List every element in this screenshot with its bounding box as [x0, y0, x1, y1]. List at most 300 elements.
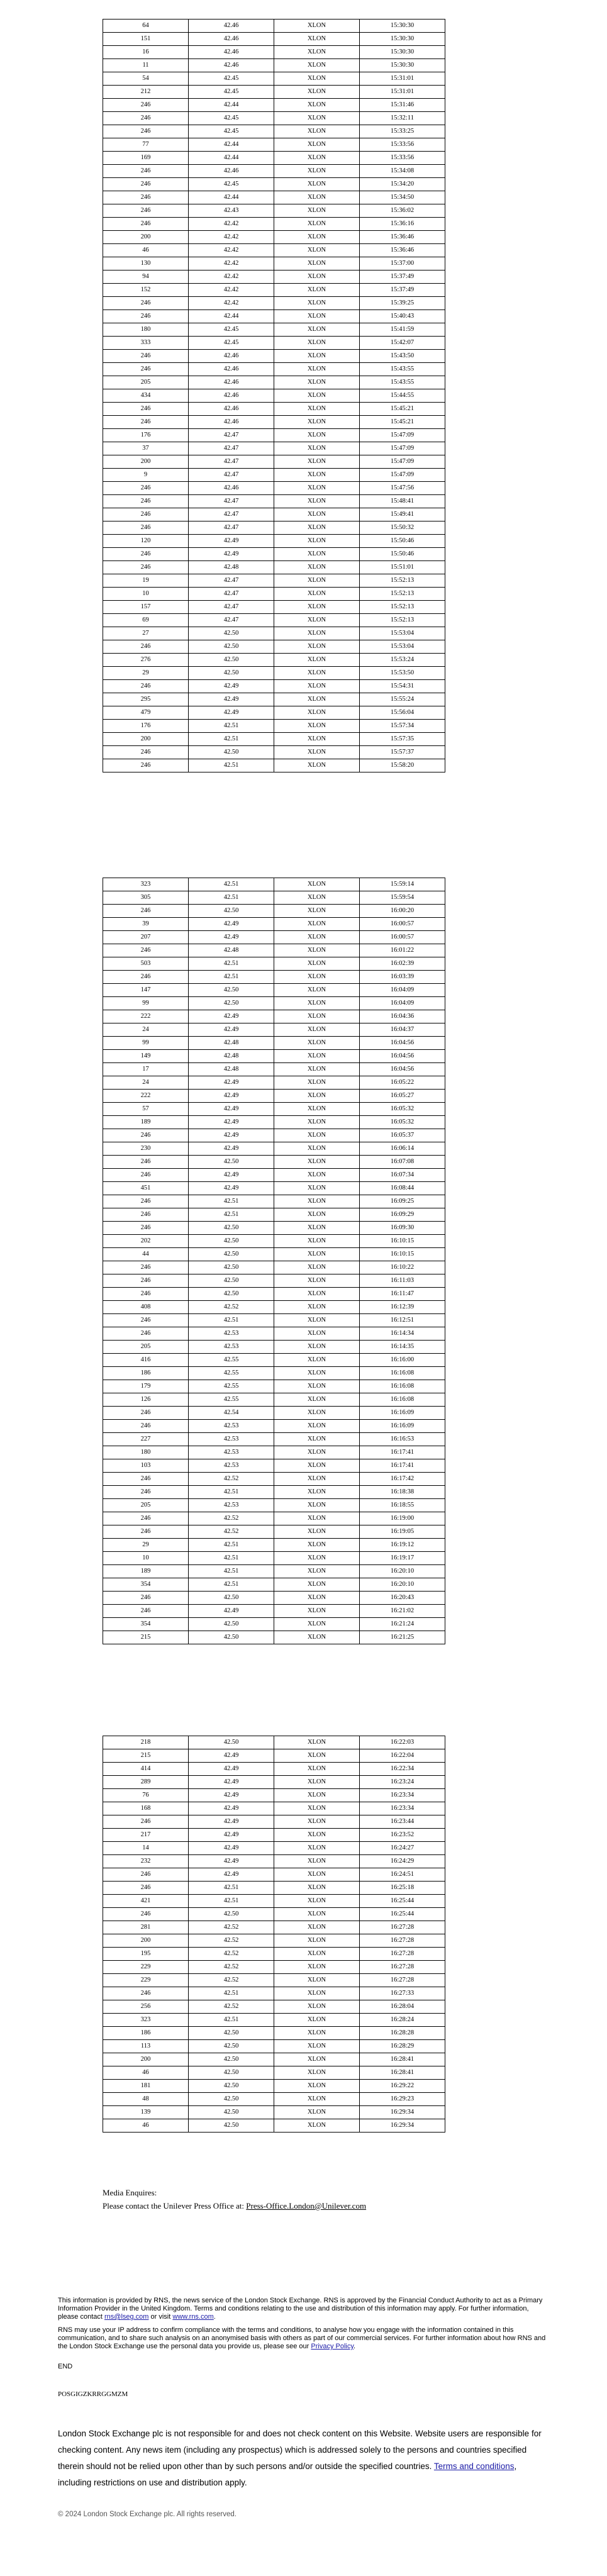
venue-cell: XLON — [274, 86, 360, 99]
volume-cell: 205 — [103, 376, 189, 389]
time-cell: 15:50:46 — [360, 535, 445, 548]
volume-cell: 246 — [103, 99, 189, 112]
table-row — [103, 1631, 445, 1644]
price-cell: 42.53 — [189, 1341, 274, 1354]
table-row — [103, 588, 445, 601]
table-row — [103, 284, 445, 297]
venue-cell: XLON — [274, 1446, 360, 1459]
time-cell: 15:36:46 — [360, 231, 445, 244]
time-cell: 15:58:20 — [360, 759, 445, 772]
venue-cell: XLON — [274, 152, 360, 165]
venue-cell: XLON — [274, 1288, 360, 1301]
time-cell: 15:41:59 — [360, 323, 445, 337]
volume-cell: 120 — [103, 535, 189, 548]
table-row — [103, 971, 445, 984]
time-cell: 15:48:41 — [360, 495, 445, 508]
venue-cell: XLON — [274, 218, 360, 231]
price-cell: 42.49 — [189, 1829, 274, 1842]
price-cell: 42.49 — [189, 1776, 274, 1789]
time-cell: 15:59:14 — [360, 878, 445, 891]
privacy-disclaimer-text-b: . — [354, 2343, 356, 2350]
volume-cell: 205 — [103, 1341, 189, 1354]
lse-notice-text-a: London Stock Exchange plc is not responsible for and does not check content on this Website. Website users are responsible for checking content. Any news item (including any prospectus) which is addressed solely to the persons and countries specified therein should not be relied upon other than by such persons and/or outside the specified countries. — [58, 2429, 542, 2471]
time-cell: 16:05:27 — [360, 1090, 445, 1103]
price-cell: 42.50 — [189, 667, 274, 680]
price-cell: 42.42 — [189, 270, 274, 284]
price-cell: 42.46 — [189, 389, 274, 403]
price-cell: 42.49 — [189, 1076, 274, 1090]
volume-cell: 16 — [103, 46, 189, 59]
price-cell: 42.53 — [189, 1420, 274, 1433]
price-cell: 42.49 — [189, 1842, 274, 1855]
volume-cell: 246 — [103, 191, 189, 204]
price-cell: 42.50 — [189, 1908, 274, 1921]
venue-cell: XLON — [274, 1341, 360, 1354]
venue-cell: XLON — [274, 680, 360, 693]
table-row — [103, 1446, 445, 1459]
venue-cell: XLON — [274, 2093, 360, 2106]
rns-website-link[interactable]: www.rns.com — [172, 2313, 214, 2321]
price-cell: 42.42 — [189, 297, 274, 310]
volume-cell: 232 — [103, 1855, 189, 1868]
rns-disclaimer-text-a: This information is provided by RNS, the news service of the London Stock Exchange. RNS is approved by the Financial Conduct Authority to act as a Primary Information Provider in the United Kingdom. Terms and conditions relating to the use and distribution of this information may apply. For further information, please contact — [58, 2297, 543, 2321]
volume-cell: 289 — [103, 1776, 189, 1789]
volume-cell: 246 — [103, 944, 189, 957]
venue-cell: XLON — [274, 2000, 360, 2014]
volume-cell: 29 — [103, 1539, 189, 1552]
price-cell: 42.55 — [189, 1354, 274, 1367]
venue-cell: XLON — [274, 1592, 360, 1605]
volume-cell: 27 — [103, 627, 189, 640]
time-cell: 15:50:46 — [360, 548, 445, 561]
venue-cell: XLON — [274, 2014, 360, 2027]
venue-cell: XLON — [274, 1934, 360, 1948]
volume-cell: 139 — [103, 2106, 189, 2119]
time-cell: 15:53:24 — [360, 654, 445, 667]
venue-cell: XLON — [274, 1802, 360, 1815]
volume-cell: 202 — [103, 1235, 189, 1248]
time-cell: 16:16:09 — [360, 1407, 445, 1420]
venue-cell: XLON — [274, 1182, 360, 1195]
volume-cell: 179 — [103, 1380, 189, 1393]
time-cell: 16:22:34 — [360, 1763, 445, 1776]
volume-cell: 246 — [103, 1261, 189, 1274]
time-cell: 16:09:29 — [360, 1208, 445, 1222]
venue-cell: XLON — [274, 231, 360, 244]
price-cell: 42.47 — [189, 455, 274, 469]
volume-cell: 246 — [103, 1525, 189, 1539]
volume-cell: 354 — [103, 1578, 189, 1592]
table-row — [103, 165, 445, 178]
time-cell: 16:19:05 — [360, 1525, 445, 1539]
volume-cell: 176 — [103, 429, 189, 442]
table-row — [103, 1367, 445, 1380]
time-cell: 16:28:41 — [360, 2053, 445, 2066]
time-cell: 15:33:56 — [360, 138, 445, 152]
table-row — [103, 1565, 445, 1578]
time-cell: 15:57:37 — [360, 746, 445, 759]
time-cell: 15:30:30 — [360, 59, 445, 72]
time-cell: 16:04:09 — [360, 997, 445, 1010]
time-cell: 16:24:51 — [360, 1868, 445, 1882]
price-cell: 42.49 — [189, 1090, 274, 1103]
table-row — [103, 706, 445, 720]
time-cell: 15:37:00 — [360, 257, 445, 270]
venue-cell: XLON — [274, 389, 360, 403]
table-row — [103, 125, 445, 138]
price-cell: 42.47 — [189, 588, 274, 601]
price-cell: 42.45 — [189, 178, 274, 191]
venue-cell: XLON — [274, 1037, 360, 1050]
volume-cell: 246 — [103, 1420, 189, 1433]
volume-cell: 215 — [103, 1631, 189, 1644]
time-cell: 16:18:38 — [360, 1486, 445, 1499]
table-row — [103, 2119, 445, 2133]
venue-cell: XLON — [274, 1142, 360, 1156]
price-cell: 42.48 — [189, 1063, 274, 1076]
volume-cell: 218 — [103, 1736, 189, 1749]
volume-cell: 451 — [103, 1182, 189, 1195]
volume-cell: 295 — [103, 693, 189, 706]
price-cell: 42.51 — [189, 1987, 274, 2000]
volume-cell: 200 — [103, 455, 189, 469]
trades-table-2-body — [103, 878, 445, 1644]
price-cell: 42.46 — [189, 403, 274, 416]
volume-cell: 152 — [103, 284, 189, 297]
table-row — [103, 469, 445, 482]
table-row — [103, 1921, 445, 1934]
volume-cell: 246 — [103, 1222, 189, 1235]
table-row — [103, 957, 445, 971]
time-cell: 15:56:04 — [360, 706, 445, 720]
table-row — [103, 59, 445, 72]
price-cell: 42.53 — [189, 1433, 274, 1446]
privacy-policy-link[interactable]: Privacy Policy — [311, 2343, 354, 2350]
table-row — [103, 416, 445, 429]
price-cell: 42.50 — [189, 1235, 274, 1248]
venue-cell: XLON — [274, 1631, 360, 1644]
volume-cell: 246 — [103, 1169, 189, 1182]
venue-cell: XLON — [274, 2027, 360, 2040]
volume-cell: 11 — [103, 59, 189, 72]
venue-cell: XLON — [274, 1023, 360, 1037]
price-cell: 42.55 — [189, 1367, 274, 1380]
venue-cell: XLON — [274, 1195, 360, 1208]
price-cell: 42.50 — [189, 1261, 274, 1274]
price-cell: 42.45 — [189, 323, 274, 337]
volume-cell: 246 — [103, 1987, 189, 2000]
media-enquiries — [103, 2186, 366, 2212]
time-cell: 15:45:21 — [360, 403, 445, 416]
volume-cell: 305 — [103, 891, 189, 905]
table-row — [103, 1789, 445, 1802]
volume-cell: 19 — [103, 574, 189, 588]
volume-cell: 229 — [103, 1974, 189, 1987]
price-cell: 42.49 — [189, 918, 274, 931]
table-row — [103, 376, 445, 389]
price-cell: 42.49 — [189, 1868, 274, 1882]
time-cell: 16:11:03 — [360, 1274, 445, 1288]
venue-cell: XLON — [274, 495, 360, 508]
price-cell: 42.51 — [189, 733, 274, 746]
time-cell: 15:53:04 — [360, 640, 445, 654]
table-row — [103, 627, 445, 640]
price-cell: 42.46 — [189, 33, 274, 46]
table-row — [103, 918, 445, 931]
time-cell: 15:42:07 — [360, 337, 445, 350]
volume-cell: 103 — [103, 1459, 189, 1473]
time-cell: 15:47:09 — [360, 442, 445, 455]
venue-cell: XLON — [274, 1063, 360, 1076]
price-cell: 42.45 — [189, 72, 274, 86]
price-cell: 42.47 — [189, 521, 274, 535]
time-cell: 16:09:25 — [360, 1195, 445, 1208]
time-cell: 16:16:53 — [360, 1433, 445, 1446]
time-cell: 15:47:09 — [360, 429, 445, 442]
price-cell: 42.49 — [189, 931, 274, 944]
time-cell: 15:36:46 — [360, 244, 445, 257]
table-row — [103, 1855, 445, 1868]
price-cell: 42.51 — [189, 1882, 274, 1895]
time-cell: 15:31:01 — [360, 86, 445, 99]
price-cell: 42.51 — [189, 878, 274, 891]
price-cell: 42.51 — [189, 1486, 274, 1499]
press-office-email-link[interactable]: Press-Office.London@Unilever.com — [246, 2201, 367, 2211]
time-cell: 16:14:35 — [360, 1341, 445, 1354]
venue-cell: XLON — [274, 627, 360, 640]
time-cell: 16:16:08 — [360, 1380, 445, 1393]
time-cell: 16:23:24 — [360, 1776, 445, 1789]
price-cell: 42.47 — [189, 469, 274, 482]
rns-disclaimer-text-c: . — [213, 2313, 216, 2321]
table-row — [103, 1459, 445, 1473]
venue-cell: XLON — [274, 1222, 360, 1235]
price-cell: 42.49 — [189, 1129, 274, 1142]
time-cell: 15:53:04 — [360, 627, 445, 640]
venue-cell: XLON — [274, 944, 360, 957]
time-cell: 16:29:34 — [360, 2106, 445, 2119]
time-cell: 15:57:35 — [360, 733, 445, 746]
volume-cell: 246 — [103, 1868, 189, 1882]
volume-cell: 246 — [103, 1473, 189, 1486]
time-cell: 16:22:03 — [360, 1736, 445, 1749]
volume-cell: 151 — [103, 33, 189, 46]
time-cell: 16:29:34 — [360, 2119, 445, 2133]
time-cell: 16:28:04 — [360, 2000, 445, 2014]
time-cell: 16:05:37 — [360, 1129, 445, 1142]
venue-cell: XLON — [274, 1948, 360, 1961]
venue-cell: XLON — [274, 957, 360, 971]
venue-cell: XLON — [274, 746, 360, 759]
price-cell: 42.47 — [189, 442, 274, 455]
time-cell: 16:00:57 — [360, 931, 445, 944]
venue-cell: XLON — [274, 1961, 360, 1974]
volume-cell: 54 — [103, 72, 189, 86]
table-row — [103, 1327, 445, 1341]
table-row — [103, 99, 445, 112]
price-cell: 42.50 — [189, 905, 274, 918]
volume-cell: 323 — [103, 878, 189, 891]
price-cell: 42.49 — [189, 693, 274, 706]
venue-cell: XLON — [274, 1407, 360, 1420]
volume-cell: 230 — [103, 1142, 189, 1156]
table-row — [103, 1116, 445, 1129]
price-cell: 42.50 — [189, 1156, 274, 1169]
venue-cell: XLON — [274, 1393, 360, 1407]
time-cell: 16:23:44 — [360, 1815, 445, 1829]
time-cell: 15:37:49 — [360, 284, 445, 297]
table-row — [103, 33, 445, 46]
table-row — [103, 535, 445, 548]
venue-cell: XLON — [274, 1908, 360, 1921]
venue-cell: XLON — [274, 918, 360, 931]
venue-cell: XLON — [274, 310, 360, 323]
terms-and-conditions-link[interactable]: Terms and conditions — [433, 2462, 515, 2471]
time-cell: 15:44:55 — [360, 389, 445, 403]
venue-cell: XLON — [274, 1605, 360, 1618]
rns-email-link[interactable]: rns@lseg.com — [104, 2313, 149, 2321]
time-cell: 15:34:08 — [360, 165, 445, 178]
time-cell: 15:30:30 — [360, 20, 445, 33]
venue-cell: XLON — [274, 46, 360, 59]
venue-cell: XLON — [274, 178, 360, 191]
volume-cell: 10 — [103, 1552, 189, 1565]
volume-cell: 246 — [103, 759, 189, 772]
volume-cell: 414 — [103, 1763, 189, 1776]
table-row — [103, 2093, 445, 2106]
time-cell: 16:23:34 — [360, 1802, 445, 1815]
privacy-disclaimer — [58, 2326, 549, 2351]
volume-cell: 77 — [103, 138, 189, 152]
volume-cell: 246 — [103, 350, 189, 363]
table-row — [103, 270, 445, 284]
volume-cell: 29 — [103, 667, 189, 680]
volume-cell: 246 — [103, 112, 189, 125]
venue-cell: XLON — [274, 1314, 360, 1327]
table-row — [103, 1261, 445, 1274]
venue-cell: XLON — [274, 1380, 360, 1393]
venue-cell: XLON — [274, 1235, 360, 1248]
volume-cell: 44 — [103, 1248, 189, 1261]
table-row — [103, 1829, 445, 1842]
venue-cell: XLON — [274, 548, 360, 561]
table-row — [103, 1314, 445, 1327]
table-row — [103, 323, 445, 337]
time-cell: 16:20:43 — [360, 1592, 445, 1605]
price-cell: 42.44 — [189, 99, 274, 112]
table-row — [103, 1961, 445, 1974]
venue-cell: XLON — [274, 1815, 360, 1829]
price-cell: 42.52 — [189, 1301, 274, 1314]
table-row — [103, 455, 445, 469]
table-row — [103, 1156, 445, 1169]
table-row — [103, 1420, 445, 1433]
table-row — [103, 1868, 445, 1882]
price-cell: 42.52 — [189, 1934, 274, 1948]
table-row — [103, 1934, 445, 1948]
table-row — [103, 667, 445, 680]
time-cell: 16:10:15 — [360, 1248, 445, 1261]
table-row — [103, 1842, 445, 1855]
price-cell: 42.50 — [189, 1222, 274, 1235]
price-cell: 42.49 — [189, 535, 274, 548]
venue-cell: XLON — [274, 1512, 360, 1525]
volume-cell: 246 — [103, 561, 189, 574]
venue-cell: XLON — [274, 667, 360, 680]
time-cell: 16:24:29 — [360, 1855, 445, 1868]
price-cell: 42.49 — [189, 1169, 274, 1182]
time-cell: 15:52:13 — [360, 614, 445, 627]
price-cell: 42.49 — [189, 1116, 274, 1129]
table-row — [103, 350, 445, 363]
table-row — [103, 1433, 445, 1446]
time-cell: 16:02:39 — [360, 957, 445, 971]
table-row — [103, 363, 445, 376]
time-cell: 15:50:32 — [360, 521, 445, 535]
volume-cell: 246 — [103, 1882, 189, 1895]
volume-cell: 200 — [103, 1934, 189, 1948]
venue-cell: XLON — [274, 376, 360, 389]
volume-cell: 180 — [103, 323, 189, 337]
volume-cell: 416 — [103, 1354, 189, 1367]
volume-cell: 57 — [103, 1103, 189, 1116]
table-row — [103, 1050, 445, 1063]
price-cell: 42.51 — [189, 2014, 274, 2027]
time-cell: 16:12:51 — [360, 1314, 445, 1327]
time-cell: 16:20:10 — [360, 1578, 445, 1592]
volume-cell: 246 — [103, 165, 189, 178]
volume-cell: 14 — [103, 1842, 189, 1855]
time-cell: 16:19:12 — [360, 1539, 445, 1552]
table-row — [103, 204, 445, 218]
volume-cell: 333 — [103, 337, 189, 350]
volume-cell: 46 — [103, 244, 189, 257]
volume-cell: 479 — [103, 706, 189, 720]
price-cell: 42.51 — [189, 1539, 274, 1552]
table-row — [103, 1578, 445, 1592]
trades-table-2 — [103, 878, 445, 1644]
price-cell: 42.52 — [189, 1961, 274, 1974]
time-cell: 16:04:37 — [360, 1023, 445, 1037]
table-row — [103, 1010, 445, 1023]
time-cell: 16:25:18 — [360, 1882, 445, 1895]
time-cell: 16:27:28 — [360, 1948, 445, 1961]
table-row — [103, 2066, 445, 2080]
trades-table-3-body — [103, 1736, 445, 2133]
price-cell: 42.50 — [189, 2119, 274, 2133]
table-row — [103, 297, 445, 310]
venue-cell: XLON — [274, 257, 360, 270]
venue-cell: XLON — [274, 1473, 360, 1486]
venue-cell: XLON — [274, 125, 360, 138]
privacy-disclaimer-text-a: RNS may use your IP address to confirm compliance with the terms and conditions, to analyse how you engage with the information contained in this communication, and to share such analysis on an anonymised basis with others as part of our commercial services. For further information about how RNS and the London Stock Exchange use the personal data you provide us, please see our — [58, 2326, 546, 2350]
time-cell: 16:28:29 — [360, 2040, 445, 2053]
volume-cell: 246 — [103, 1592, 189, 1605]
price-cell: 42.46 — [189, 59, 274, 72]
time-cell: 16:28:28 — [360, 2027, 445, 2040]
venue-cell: XLON — [274, 482, 360, 495]
time-cell: 15:55:24 — [360, 693, 445, 706]
time-cell: 15:51:01 — [360, 561, 445, 574]
volume-cell: 246 — [103, 508, 189, 521]
table-row — [103, 112, 445, 125]
venue-cell: XLON — [274, 601, 360, 614]
price-cell: 42.52 — [189, 1974, 274, 1987]
price-cell: 42.50 — [189, 627, 274, 640]
table-row — [103, 1882, 445, 1895]
venue-cell: XLON — [274, 1895, 360, 1908]
table-row — [103, 178, 445, 191]
